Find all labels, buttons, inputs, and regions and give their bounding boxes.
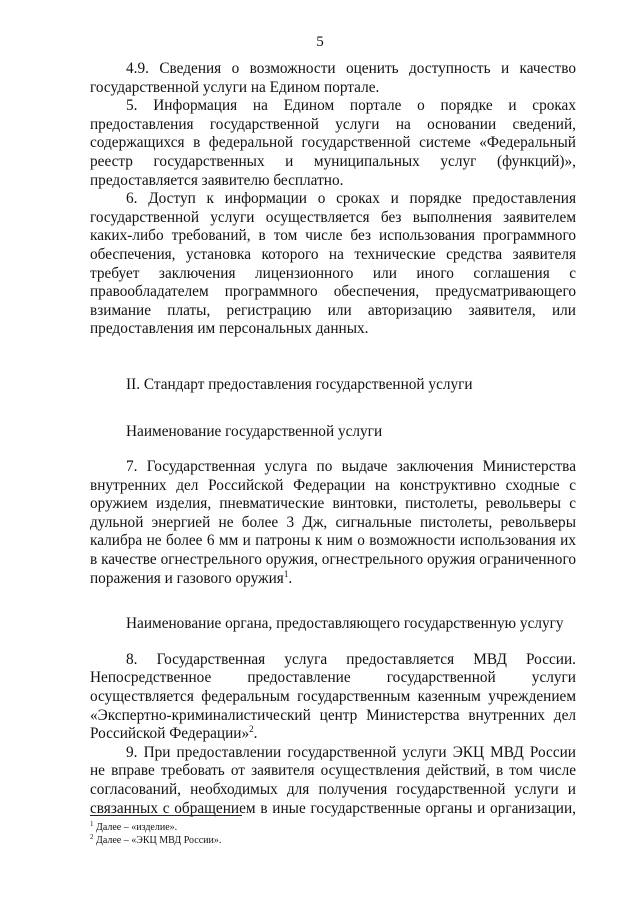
paragraph-8-text: 8. Государственная услуга предоставляется МВД России. Непосредственное предоставление государственной услуги осуществляется федеральным государственным казенным учреждением «Экспертно-криминалистический центр Министерства внутренних дел Российской Федерации» bbox=[90, 650, 576, 743]
footnote-mark: 1 bbox=[90, 820, 94, 828]
paragraph-7: 7. Государственная услуга по выдаче заключения Министерства внутренних дел Российской Федерации на конструктивно сходные с оружием изделия, пневматические винтовки, пистолеты, револьверы с дульной энергией не более 3 Дж, сигнальные пистолеты, револьверы калибра не более 6 мм и патроны к ним о возможности использования их в качестве огнестрельного оружия, огнестрельного оружия ограниченного поражения и газового оружия$^1$. bbox=[90, 458, 576, 587]
paragraph-7-text: 7. Государственная услуга по выдаче заключения Министерства внутренних дел Российской Федерации на конструктивно сходные с оружием изделия, пневматические винтовки, пистолеты, револьверы с дульной энергией не более 3 Дж, сигнальные пистолеты, револьверы калибра не более 6 мм и патроны к ним о возможности использования их в качестве огнестрельного оружия, огнестрельного оружия ограниченного поражения и газового оружия bbox=[90, 458, 576, 587]
footnote-1 bbox=[90, 822, 221, 835]
subheading-service-name: Наименование государственной услуги bbox=[126, 422, 383, 440]
footnote-2 bbox=[90, 832, 222, 848]
footnote-mark: 2 bbox=[90, 832, 94, 841]
footnote-separator bbox=[90, 815, 242, 816]
footnotes bbox=[90, 822, 221, 847]
section-title: II. Стандарт предоставления государственной услуги bbox=[126, 375, 473, 393]
footnote-ref-1: 1 bbox=[283, 568, 289, 579]
paragraph-4-9: 4.9. Сведения о возможности оценить доступность и качество государственной услуги на Едином портале. bbox=[90, 60, 576, 96]
subheading-authority: Наименование органа, предоставляющего государственную услугу bbox=[126, 615, 564, 633]
footnote-text: Далее – «изделие». bbox=[96, 822, 178, 833]
document-body bbox=[90, 60, 576, 818]
footnote-ref-2: 2 bbox=[249, 724, 254, 735]
paragraph-8: 8. Государственная услуга предоставляется МВД России. Непосредственное предоставление государственной услуги осуществляется федеральным государственным казенным учреждением «Экспертно-криминалистический центр Министерства внутренних дел Российской Федерации»$^2$. bbox=[90, 650, 576, 743]
paragraph-9: 9. При предоставлении государственной услуги ЭКЦ МВД России не вправе требовать от заявителя осуществления действий, в том числе согласований, необходимых для получения государственной услуги и связанных с обращением в иные государственные органы и организации, bbox=[90, 743, 576, 817]
page-number: 5 bbox=[316, 34, 324, 50]
paragraph-6: 6. Доступ к информации о сроках и порядке предоставления государственной услуги осуществляется без выполнения заявителем каких-либо требований, в том числе без использования программного обеспечения, установка которого на технические средства заявителя требует заключения лицензионного или иного соглашения с правообладателем программного обеспечения, предусматривающего взимание платы, регистрацию или авторизацию заявителя, или предоставления им персональных данных. bbox=[90, 190, 576, 338]
footnote-text: Далее – «ЭКЦ МВД России». bbox=[96, 834, 222, 846]
paragraph-5: 5. Информация на Едином портале о порядке и сроках предоставления государственной услуги на основании сведений, содержащихся в федеральной государственной системе «Федеральный реестр государственных и муниципальных услуг (функций)», предоставляется заявителю бесплатно. bbox=[90, 97, 576, 189]
